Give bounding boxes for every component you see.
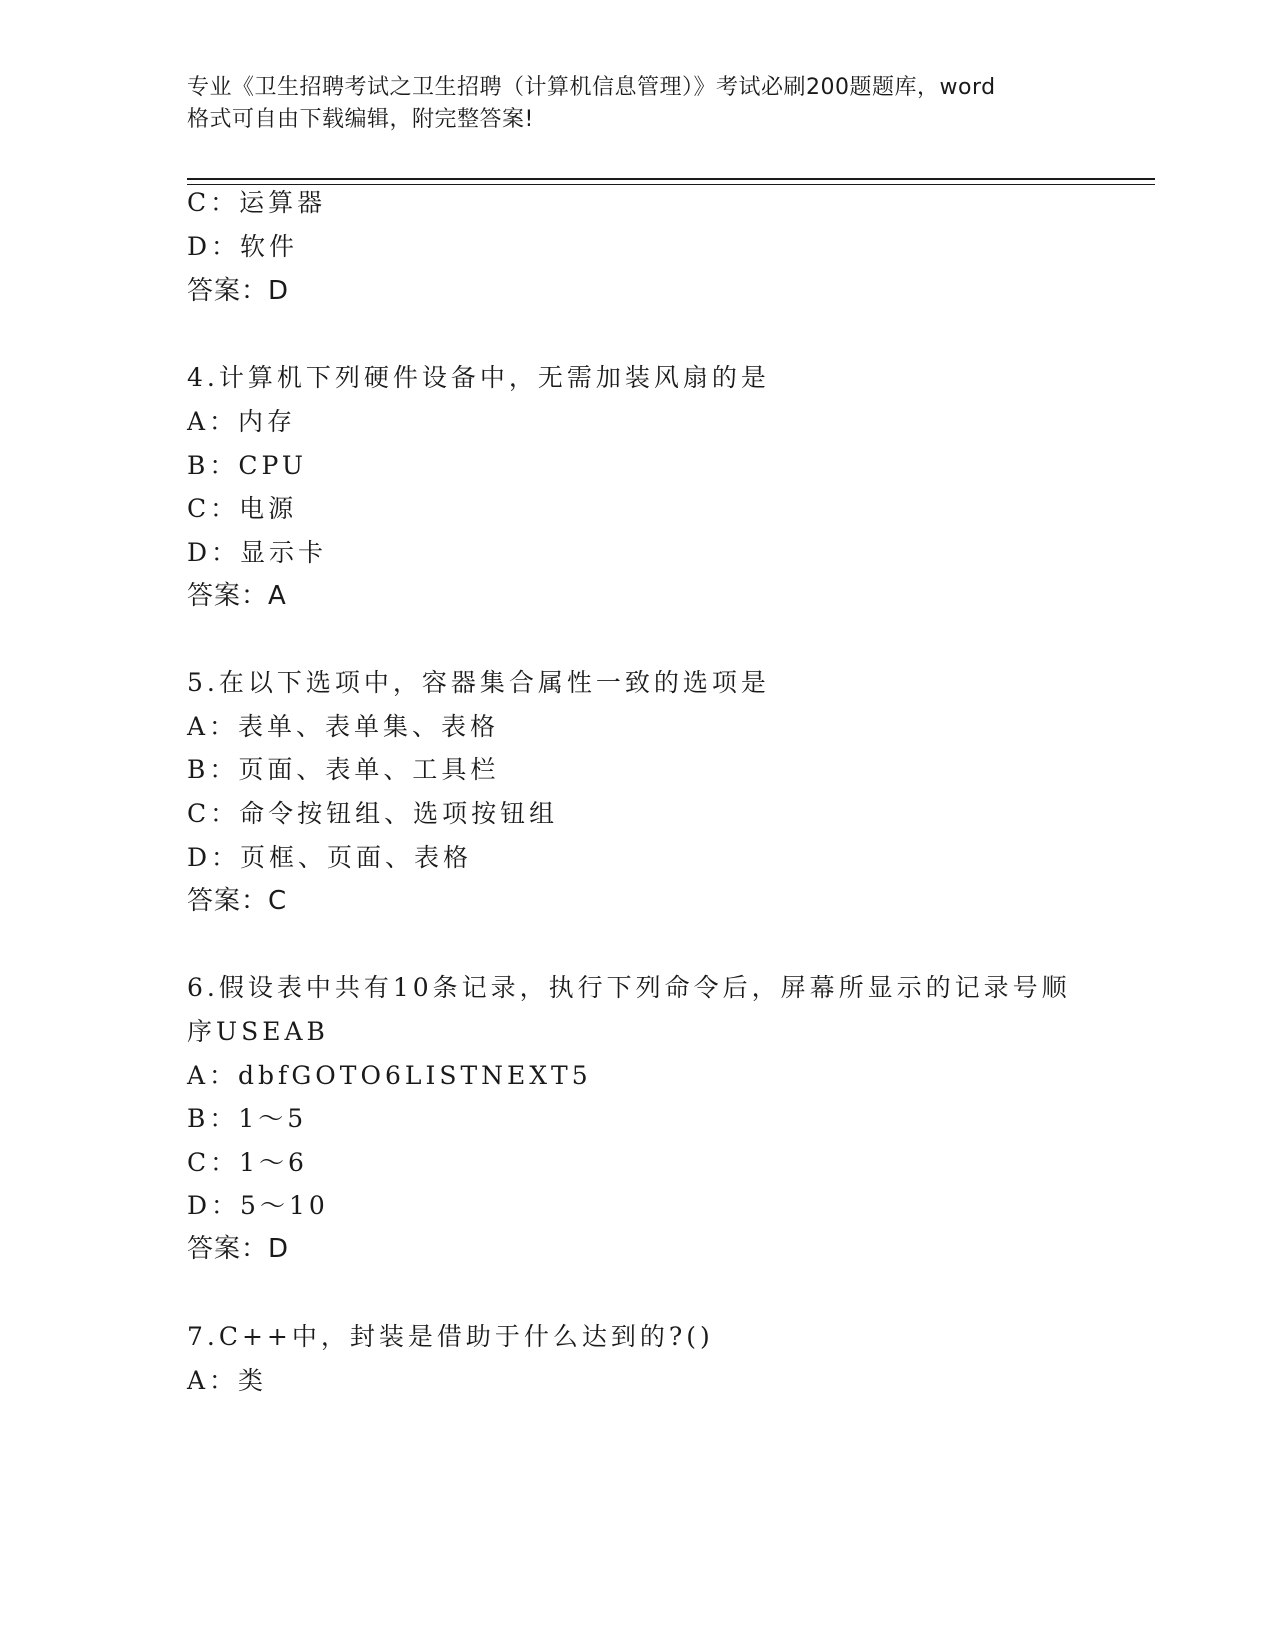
q7-question: 7.C++中，封装是借助于什么达到的?() bbox=[187, 1322, 714, 1351]
q3-option-d: D：软件 bbox=[187, 232, 299, 261]
q5-question: 5.在以下选项中，容器集合属性一致的选项是 bbox=[187, 668, 770, 697]
q4-option-d: D：显示卡 bbox=[187, 538, 328, 567]
q7-option-a: A：类 bbox=[187, 1366, 268, 1395]
document-header bbox=[187, 72, 1087, 136]
q3-option-c: C：运算器 bbox=[187, 188, 327, 217]
q5-answer: 答案：C bbox=[187, 886, 288, 916]
q5-option-a: A：表单、表单集、表格 bbox=[187, 712, 500, 741]
header-line-1: 专业《卫生招聘考试之卫生招聘（计算机信息管理）》考试必刷200题题库，word bbox=[187, 75, 996, 100]
q4-option-c: C：电源 bbox=[187, 494, 298, 523]
q4-option-b: B：CPU bbox=[187, 451, 307, 480]
q6-option-b: B：1～5 bbox=[187, 1104, 308, 1133]
q6-option-c: C：1～6 bbox=[187, 1148, 308, 1177]
q3-answer: 答案：D bbox=[187, 276, 290, 306]
q6-option-d: D：5～10 bbox=[187, 1191, 329, 1220]
q5-option-b: B：页面、表单、工具栏 bbox=[187, 755, 500, 784]
q5-option-d: D：页框、页面、表格 bbox=[187, 843, 473, 872]
q6-question-line-2: 序USEAB bbox=[187, 1017, 329, 1046]
header-line-2: 格式可自由下载编辑，附完整答案! bbox=[187, 107, 534, 132]
q6-question-line-1: 6.假设表中共有10条记录，执行下列命令后，屏幕所显示的记录号顺 bbox=[187, 973, 1071, 1002]
q6-answer: 答案：D bbox=[187, 1234, 290, 1264]
q4-question: 4.计算机下列硬件设备中，无需加装风扇的是 bbox=[187, 363, 770, 392]
q4-answer: 答案：A bbox=[187, 581, 287, 611]
header-divider-thin bbox=[187, 184, 1155, 185]
header-divider-thick bbox=[187, 178, 1155, 180]
q5-option-c: C：命令按钮组、选项按钮组 bbox=[187, 799, 559, 828]
q6-option-a: A：dbfGOTO6LISTNEXT5 bbox=[187, 1061, 592, 1090]
q4-option-a: A：内存 bbox=[187, 407, 297, 436]
